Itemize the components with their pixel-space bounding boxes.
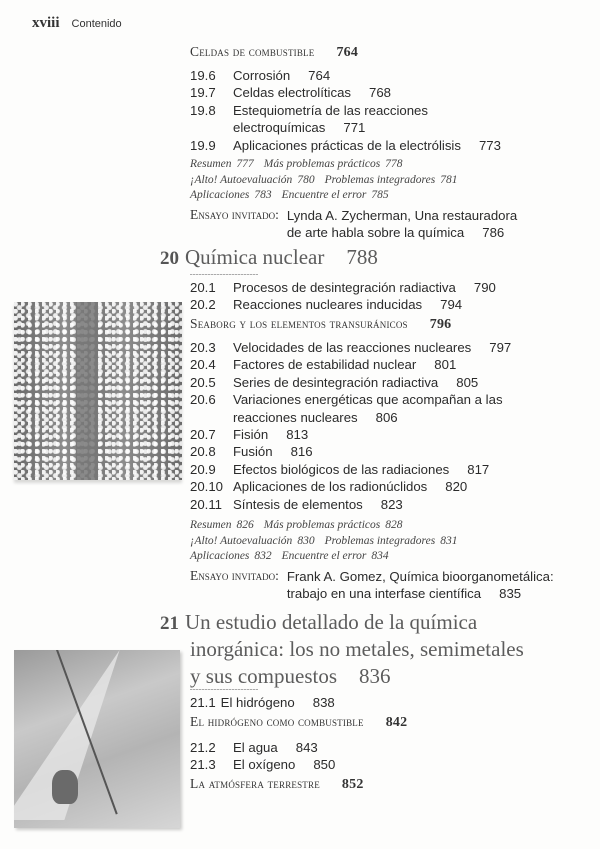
guest-essay-label: Ensayo invitado:: [190, 207, 279, 222]
end-matter-item[interactable]: ¡Alto! Autoevaluación 830: [190, 534, 315, 547]
section-number: 21.1: [190, 695, 216, 710]
section-title: Corrosión: [233, 68, 291, 83]
section-number: 20.6: [190, 392, 216, 408]
end-matter-item[interactable]: Encuentre el error 785: [281, 189, 389, 202]
section-number: 19.8: [190, 102, 216, 118]
section-title: Fusión: [233, 444, 273, 460]
feature-box-entry[interactable]: [190, 316, 451, 333]
guest-essay-title-cont: trabajo en una interfase científica: [286, 586, 482, 602]
chapter-title-cont: y sus compuestos: [190, 664, 337, 688]
feature-page: 796: [429, 317, 452, 332]
end-matter-row: [190, 518, 467, 534]
section-title: Aplicaciones de los radionúclidos: [233, 479, 428, 495]
guest-essay-entry[interactable]: [190, 207, 517, 242]
section-page: 764: [308, 68, 331, 83]
section-page: 768: [369, 85, 392, 101]
guest-essay-entry[interactable]: [190, 568, 554, 603]
section-title: El oxígeno: [233, 757, 296, 773]
section-number: 20.11: [190, 496, 223, 512]
section-page: 801: [434, 357, 457, 373]
section-page: 843: [295, 740, 318, 755]
toc-entry[interactable]: [190, 496, 590, 513]
section-page: 850: [313, 757, 336, 773]
toc-entry[interactable]: [190, 279, 590, 296]
ch20-end-matter: [190, 518, 467, 565]
toc-entry[interactable]: [190, 391, 590, 426]
guest-essay-label: Ensayo invitado:: [190, 568, 279, 583]
section-title: Efectos biológicos de las radiaciones: [233, 461, 450, 477]
end-matter-row: [190, 549, 467, 565]
guest-essay-page: 835: [499, 586, 522, 602]
feature-title: El hidrógeno como combustible: [190, 714, 364, 729]
chapter-title-cont: inorgánica: los no metales, semimetales: [190, 637, 524, 661]
section-page: 794: [440, 297, 463, 313]
section-number: 20.2: [190, 297, 216, 313]
toc-entry[interactable]: [190, 339, 590, 356]
feature-box-entry[interactable]: [190, 714, 407, 731]
section-title: El agua: [233, 740, 278, 755]
end-matter-item[interactable]: Más problemas prácticos 828: [263, 519, 403, 531]
end-matter-item[interactable]: Más problemas prácticos 778: [263, 158, 403, 170]
section-title-cont: electroquímicas: [233, 120, 326, 136]
section-page: 773: [478, 137, 501, 153]
section-page: 813: [286, 427, 309, 443]
toc-entry[interactable]: [190, 461, 590, 478]
chapter-heading[interactable]: [160, 610, 524, 691]
chapter-number: 20: [160, 248, 179, 269]
section-number: 19.9: [190, 137, 216, 153]
section-number: 19.7: [190, 85, 216, 101]
chapter-20-photo: [14, 302, 182, 480]
ch20-section-list-a: [190, 279, 590, 314]
toc-entry[interactable]: [190, 443, 590, 460]
guest-essay-title-cont: de arte habla sobre la química: [286, 225, 465, 241]
ch19-end-matter: [190, 157, 467, 204]
section-title: Variaciones energéticas que acompañan a las: [233, 392, 503, 408]
section-page: 820: [445, 479, 468, 495]
section-title: Aplicaciones prácticas de la electrólisis: [233, 137, 461, 153]
toc-entry[interactable]: [190, 67, 590, 84]
ch19-section-list: [190, 67, 590, 154]
section-title: Series de desintegración radiactiva: [233, 374, 439, 390]
end-matter-item[interactable]: ¡Alto! Autoevaluación 780: [190, 173, 315, 186]
end-matter-item[interactable]: Resumen 777: [190, 158, 254, 170]
section-page: 816: [290, 444, 313, 460]
section-page: 806: [375, 409, 398, 425]
end-matter-row: [190, 157, 467, 173]
chapter-page: 836: [359, 664, 391, 688]
ch21-section-list: [190, 739, 590, 774]
guest-essay-title: Frank A. Gomez, Química bioorganometálica:: [286, 569, 554, 584]
feature-page: 842: [385, 715, 408, 730]
section-number: 20.7: [190, 427, 216, 443]
section-page: 790: [473, 280, 496, 295]
section-number: 20.9: [190, 461, 216, 477]
section-number: 20.8: [190, 444, 216, 460]
section-title: Procesos de desintegración radiactiva: [233, 280, 456, 295]
end-matter-row: [190, 534, 467, 550]
end-matter-item[interactable]: Resumen 826: [190, 519, 254, 531]
toc-entry[interactable]: [190, 102, 590, 137]
toc-entry[interactable]: [190, 739, 590, 756]
section-number: 21.2: [190, 740, 216, 755]
toc-entry[interactable]: [190, 426, 590, 443]
feature-title: Seaborg y los elementos transuránicos: [190, 316, 408, 331]
section-title: Celdas electrolíticas: [233, 85, 352, 101]
section-label: Contenido: [71, 18, 122, 30]
page-number: xviii: [32, 15, 60, 31]
end-matter-item[interactable]: Problemas integradores 781: [324, 173, 458, 186]
photo-detail: [76, 302, 98, 480]
end-matter-item[interactable]: Encuentre el error 834: [281, 550, 389, 563]
chapter-title: Química nuclear: [185, 245, 325, 269]
feature-page: 852: [341, 777, 364, 792]
section-number: 21.3: [190, 757, 216, 773]
section-number: 20.4: [190, 357, 216, 373]
chapter-underline: [190, 689, 258, 690]
section-title: Estequiometría de las reacciones: [233, 102, 428, 118]
toc-entry[interactable]: [190, 356, 590, 373]
end-matter-row: [190, 188, 467, 204]
toc-entry[interactable]: [190, 137, 590, 154]
section-page: 823: [380, 496, 403, 512]
chapter-underline: [190, 274, 258, 275]
section-title: Factores de estabilidad nuclear: [233, 357, 417, 373]
toc-entry[interactable]: [190, 756, 590, 773]
end-matter-item[interactable]: Aplicaciones 783: [190, 189, 272, 202]
section-page: 838: [312, 695, 335, 710]
section-number: 20.3: [190, 340, 216, 355]
section-number: 20.10: [190, 479, 224, 495]
toc-entry[interactable]: [190, 374, 590, 391]
end-matter-row: [190, 173, 467, 189]
guest-essay-page: 786: [482, 225, 505, 241]
feature-box-entry[interactable]: [190, 776, 364, 793]
feature-box-entry: [190, 44, 358, 61]
section-title: Reacciones nucleares inducidas: [233, 297, 423, 313]
feature-title: Celdas de combustible: [190, 44, 315, 59]
toc-entry[interactable]: [190, 84, 590, 101]
section-number: 19.6: [190, 68, 216, 83]
section-title: Síntesis de elementos: [233, 496, 363, 512]
toc-entry[interactable]: [190, 478, 590, 495]
ch20-section-list-b: [190, 339, 590, 513]
feature-title: La atmósfera terrestre: [190, 776, 320, 791]
chapter-number: 21: [160, 613, 179, 634]
chapter-21-photo: [14, 650, 180, 828]
chapter-page: 788: [346, 245, 378, 269]
section-page: 805: [456, 374, 479, 390]
section-page: 797: [489, 340, 512, 355]
section-title-cont: reacciones nucleares: [233, 409, 358, 425]
section-page: 771: [343, 120, 366, 136]
feature-page: 764: [336, 45, 359, 60]
chapter-title: Un estudio detallado de la química: [185, 610, 478, 634]
section-title: Velocidades de las reacciones nucleares: [233, 340, 472, 355]
running-header: [32, 14, 122, 32]
section-title: El hidrógeno: [220, 695, 295, 710]
photo-detail: [52, 770, 78, 804]
section-title: Fisión: [233, 427, 269, 443]
end-matter-item[interactable]: Problemas integradores 831: [324, 534, 458, 547]
toc-entry[interactable]: [190, 694, 335, 711]
toc-entry[interactable]: [190, 296, 590, 313]
section-number: 20.1: [190, 280, 216, 295]
chapter-heading[interactable]: [160, 245, 378, 270]
end-matter-item[interactable]: Aplicaciones 832: [190, 550, 272, 563]
guest-essay-title: Lynda A. Zycherman, Una restauradora: [286, 208, 518, 223]
section-page: 817: [467, 461, 490, 477]
section-number: 20.5: [190, 374, 216, 390]
